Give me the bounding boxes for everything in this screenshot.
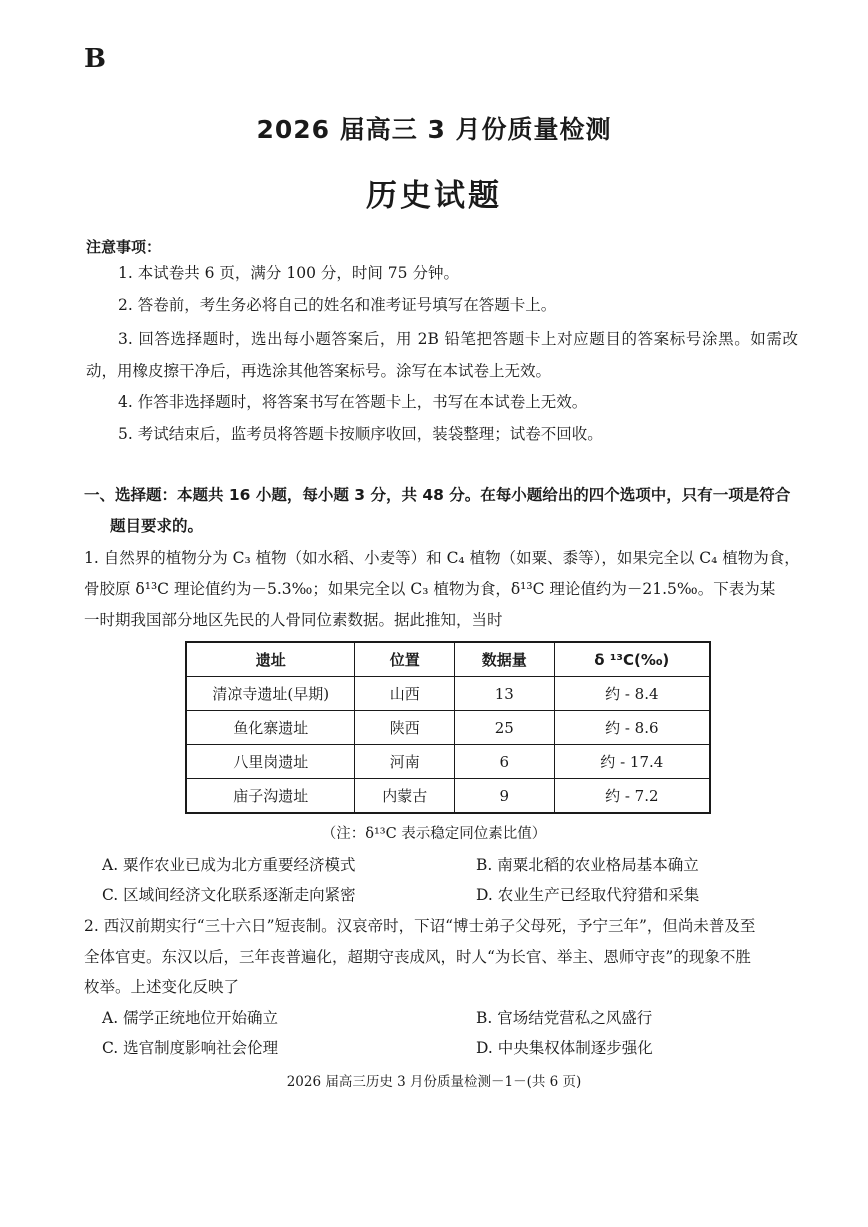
question-1-option-a: A. 粟作农业已成为北方重要经济模式 (102, 856, 356, 874)
notice-item-2: 2. 答卷前，考生务必将自己的姓名和准考证号填写在答题卡上。 (118, 296, 557, 314)
question-2-option-d: D. 中央集权体制逐步强化 (476, 1039, 653, 1057)
question-1-stem-line2: 骨胶原 δ¹³C 理论值约为－5.3‰；如果完全以 C₃ 植物为食，δ¹³C 理论值约为－21.5‰。下表为某 (84, 580, 776, 598)
notice-item-4: 4. 作答非选择题时，将答案书写在答题卡上，书写在本试卷上无效。 (118, 393, 588, 411)
question-2-stem-line1: 2. 西汉前期实行“三十六日”短丧制。汉哀帝时，下诏“博士弟子父母死，予宁三年”，但尚未普及至 (84, 917, 756, 935)
question-2-option-a: A. 儒学正统地位开始确立 (102, 1009, 279, 1027)
table-cell: 约 - 17.4 (554, 745, 710, 779)
question-1-option-c: C. 区域间经济文化联系逐渐走向紧密 (102, 886, 356, 904)
notice-item-5: 5. 考试结束后，监考员将答题卡按顺序收回，装袋整理；试卷不回收。 (118, 425, 603, 443)
notice-item-1: 1. 本试卷共 6 页，满分 100 分，时间 75 分钟。 (118, 264, 459, 282)
table-header-site: 遗址 (186, 642, 355, 677)
question-2-stem-line2: 全体官吏。东汉以后，三年丧普遍化，超期守丧成风，时人“为长官、举主、恩师守丧”的现象不胜 (84, 948, 751, 966)
exam-title: 2026 届高三 3 月份质量检测 (256, 115, 612, 144)
table-cell: 25 (455, 711, 555, 745)
isotope-data-table (185, 641, 711, 814)
section-1-heading (84, 480, 800, 542)
table-header-count: 数据量 (455, 642, 555, 677)
table-cell: 13 (455, 677, 555, 711)
table-cell: 内蒙古 (355, 779, 455, 814)
table-row (186, 745, 710, 779)
section-1-heading-line1: 一、选择题：本题共 16 小题，每小题 3 分，共 48 分。在每小题给出的四个选项中，只有一项是符合 (84, 486, 791, 504)
table-cell: 约 - 7.2 (554, 779, 710, 814)
table-cell: 9 (455, 779, 555, 814)
table-header-location: 位置 (355, 642, 455, 677)
table-cell: 河南 (355, 745, 455, 779)
table-cell: 清凉寺遗址(早期) (186, 677, 355, 711)
table-note: （注：δ¹³C 表示稳定同位素比值） (321, 826, 547, 842)
paper-version-mark: B (84, 44, 106, 74)
table-cell: 约 - 8.4 (554, 677, 710, 711)
table-cell: 鱼化寨遗址 (186, 711, 355, 745)
table-cell: 约 - 8.6 (554, 711, 710, 745)
table-cell: 6 (455, 745, 555, 779)
table-cell: 八里岗遗址 (186, 745, 355, 779)
section-1-heading-line2: 题目要求的。 (110, 517, 204, 535)
question-2-option-c: C. 选官制度影响社会伦理 (102, 1039, 279, 1057)
question-1-option-b: B. 南粟北稻的农业格局基本确立 (476, 856, 699, 874)
question-2-stem-line3: 枚举。上述变化反映了 (84, 978, 240, 996)
question-2-option-b: B. 官场结党营私之风盛行 (476, 1009, 653, 1027)
subject-title: 历史试题 (366, 178, 502, 214)
page-footer: 2026 届高三历史 3 月份质量检测－1－(共 6 页) (286, 1074, 582, 1090)
table-row (186, 677, 710, 711)
table-cell: 山西 (355, 677, 455, 711)
table-cell: 陕西 (355, 711, 455, 745)
question-1-option-d: D. 农业生产已经取代狩猎和采集 (476, 886, 700, 904)
question-1-stem-line1: 1. 自然界的植物分为 C₃ 植物（如水稻、小麦等）和 C₄ 植物（如粟、黍等），如果完全以 C₄ 植物为食， (84, 549, 800, 567)
table-row (186, 711, 710, 745)
table-header-row (186, 642, 710, 677)
notice-item-3: 3. 回答选择题时，选出每小题答案后，用 2B 铅笔把答题卡上对应题目的答案标号涂黑。如需改动，用橡皮擦干净后，再选涂其他答案标号。涂写在本试卷上无效。 (86, 330, 798, 380)
table-cell: 庙子沟遗址 (186, 779, 355, 814)
table-row (186, 779, 710, 814)
notice-heading: 注意事项： (86, 238, 162, 256)
table-header-delta: δ ¹³C(‰) (554, 642, 710, 677)
question-1-stem-line3: 一时期我国部分地区先民的人骨同位素数据。据此推知，当时 (84, 611, 503, 629)
